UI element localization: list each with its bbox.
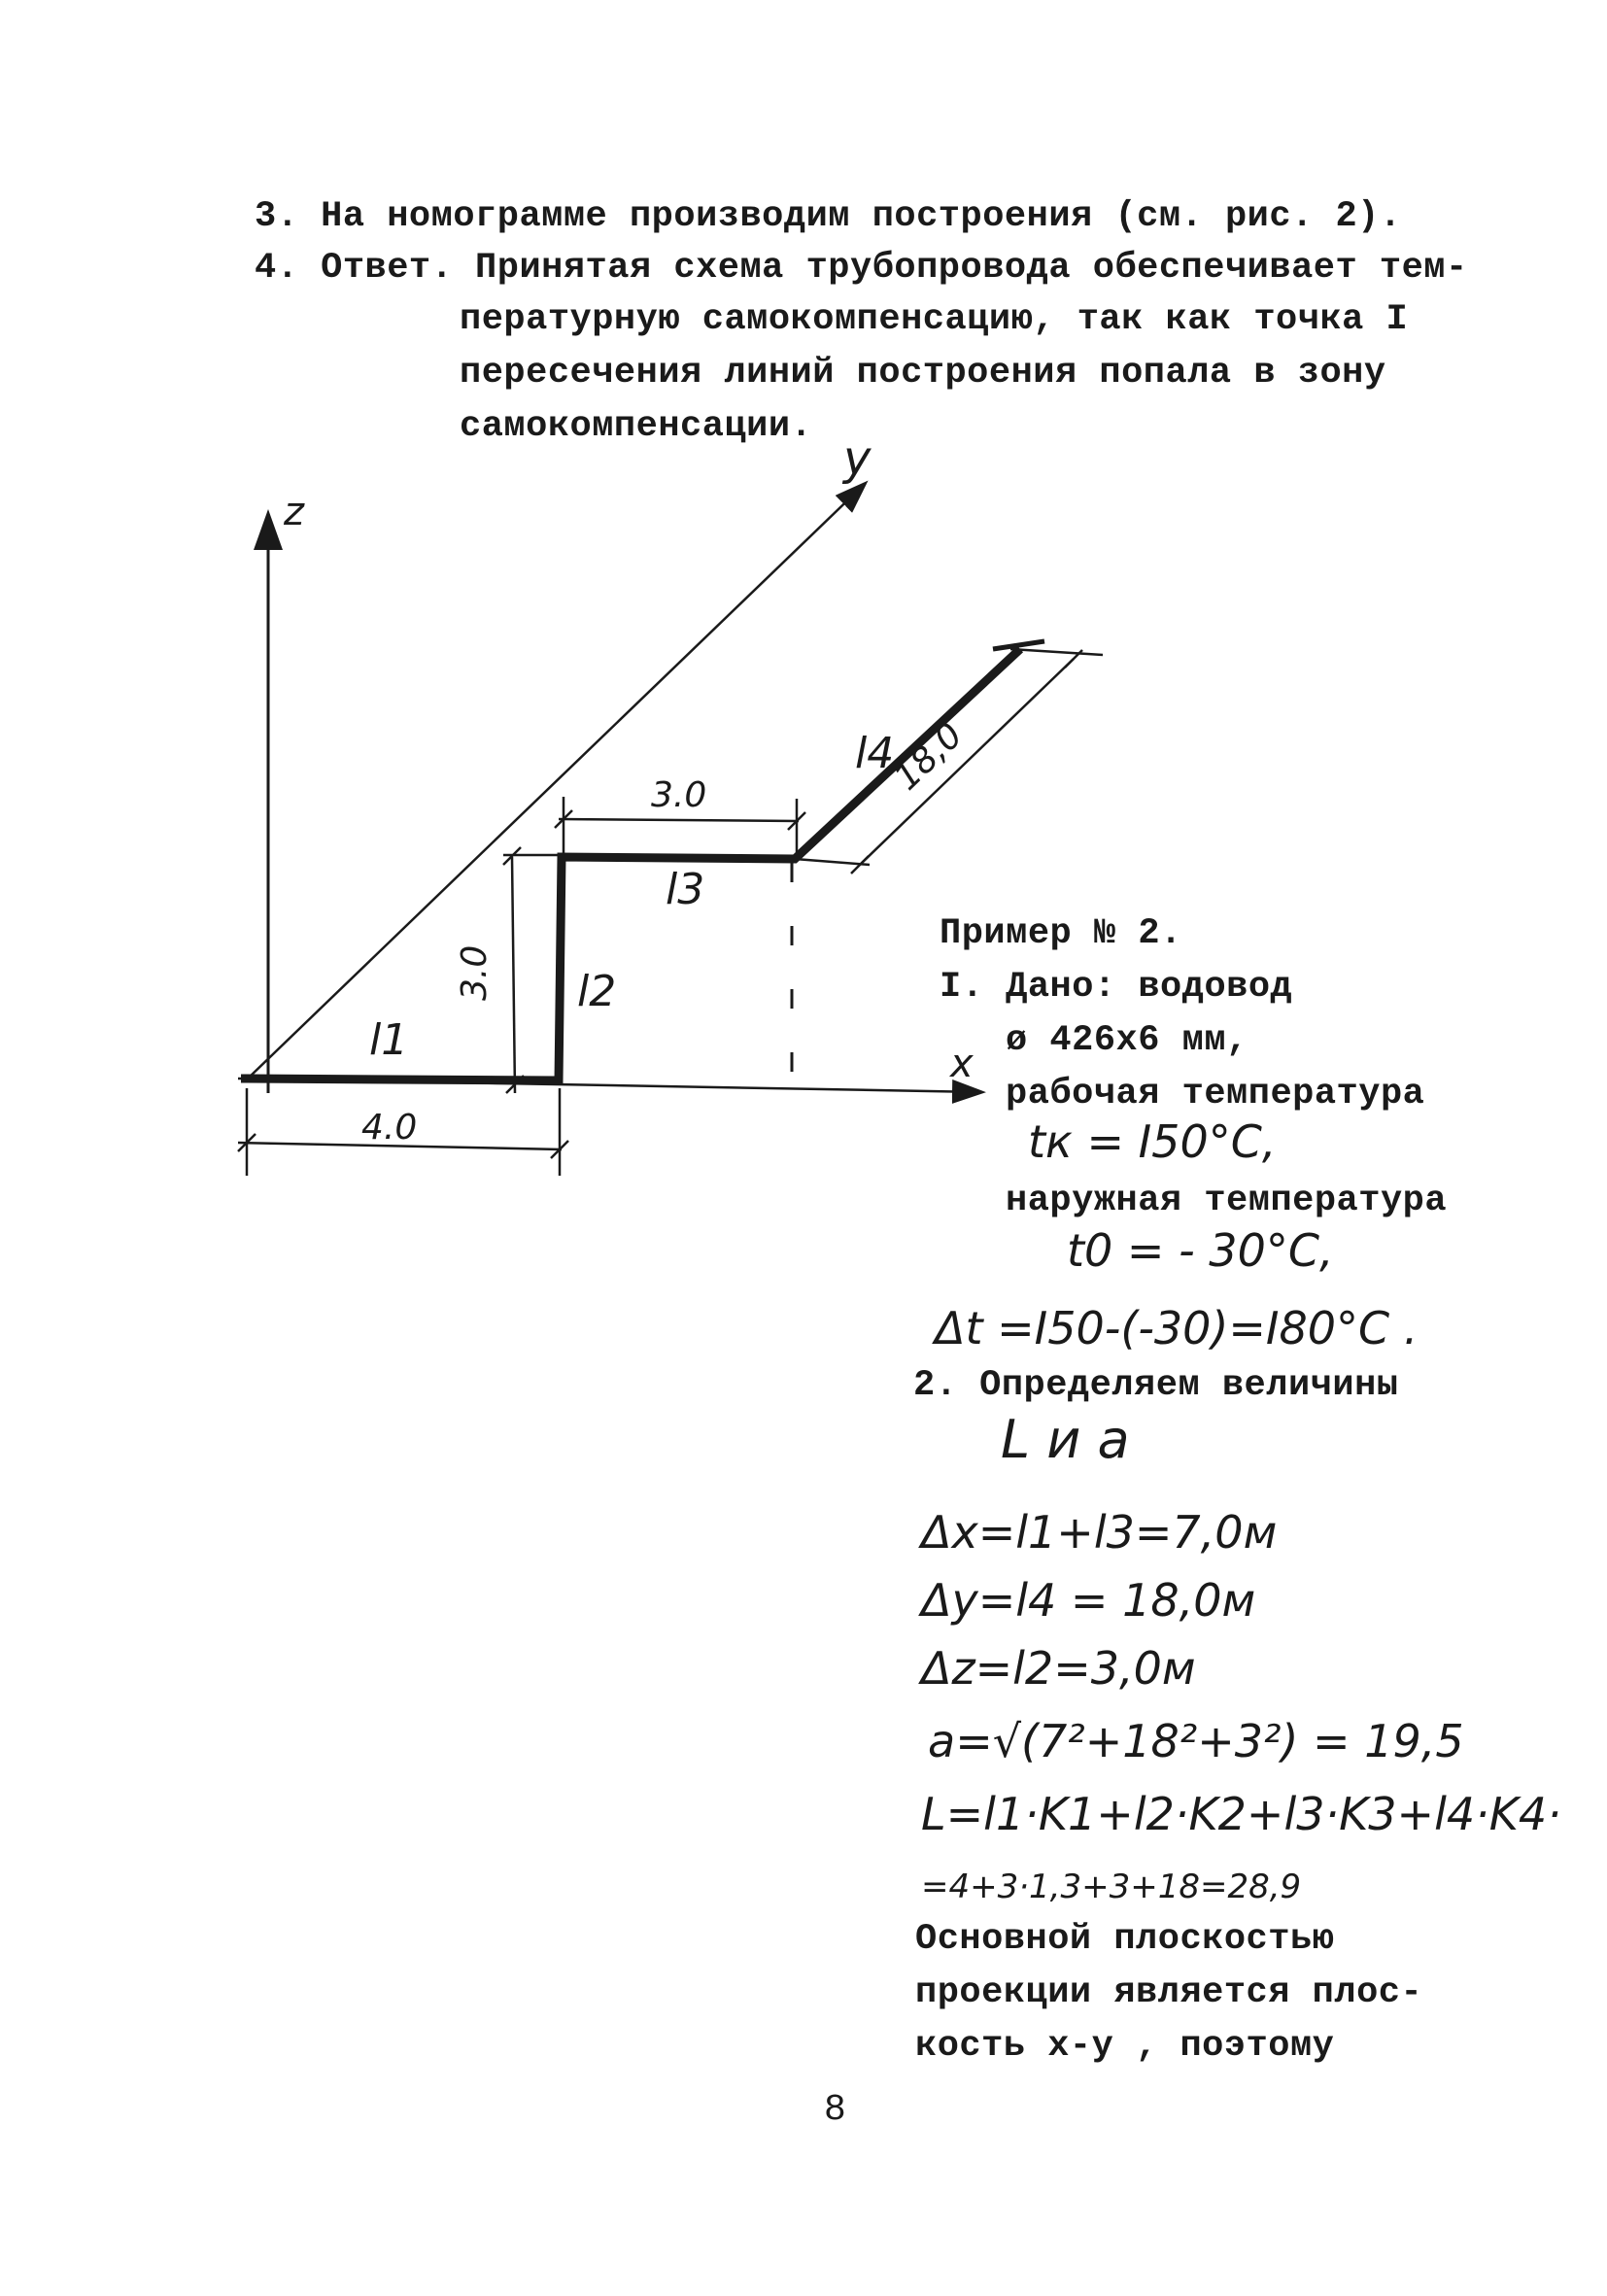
formula-t0: t0 = - 30°C, xyxy=(1067,1224,1334,1277)
formula-dt: Δt =I50-(-30)=I80°C . xyxy=(935,1302,1419,1354)
text-line-step3: 3. На номограмме производим построения (см. рис. 2). xyxy=(255,196,1402,237)
pipe-route xyxy=(241,649,1020,1080)
given-line-2: ø 426x6 мм, xyxy=(1006,1020,1248,1061)
y-axis-label: y xyxy=(843,431,872,486)
text-line-answer-3: пересечения линий построения попала в зону xyxy=(460,353,1386,394)
formula-dz: Δz=l2=3,0м xyxy=(921,1642,1196,1695)
label-l4: l4 xyxy=(855,729,895,778)
dim-3-0-horizontal: 3.0 xyxy=(651,775,707,815)
example-title: Пример № 2. xyxy=(940,913,1182,954)
label-l3: l3 xyxy=(666,865,705,914)
tail-line-3: кость x-y , поэтому xyxy=(915,2026,1335,2067)
label-l2: l2 xyxy=(577,967,617,1016)
text-line-answer-4: самокомпенсации. xyxy=(460,406,813,447)
tail-line-1: Основной плоскостью xyxy=(915,1919,1335,1960)
step2-line-2: L и a xyxy=(1001,1409,1130,1470)
given-line-4: наружная температура xyxy=(1006,1181,1448,1221)
dim-3-0-vertical: 3.0 xyxy=(455,944,495,1001)
formula-a: a=√(7²+18²+3²) = 19,5 xyxy=(928,1715,1464,1767)
formula-dy: Δy=l4 = 18,0м xyxy=(921,1574,1256,1627)
given-line-3: рабочая температура xyxy=(1006,1074,1425,1114)
formula-L: L=l1·K1+l2·K2+l3·K3+l4·K4· xyxy=(921,1788,1561,1840)
formula-tk: tк = I50°C, xyxy=(1028,1115,1277,1168)
given-line-1: I. Дано: водовод xyxy=(940,967,1293,1008)
label-l1: l1 xyxy=(369,1015,409,1065)
text-line-step4: 4. Ответ. Принятая схема трубопровода обеспечивает тем- xyxy=(255,248,1468,289)
z-axis-label: z xyxy=(284,490,304,534)
dim-4-0: 4.0 xyxy=(361,1108,418,1148)
formula-dx: Δx=l1+l3=7,0м xyxy=(921,1506,1278,1559)
tail-line-2: проекции является плос- xyxy=(915,1972,1423,2013)
dim-18-0: 18,0 xyxy=(886,715,971,799)
formula-L-value: =4+3·1,3+3+18=28,9 xyxy=(921,1868,1302,1906)
x-axis-label: x xyxy=(950,1042,974,1086)
page-number: 8 xyxy=(824,2089,847,2131)
text-line-answer-2: пературную самокомпенсацию, так как точка I xyxy=(460,299,1409,340)
step2-line-1: 2. Определяем величины xyxy=(913,1365,1399,1406)
